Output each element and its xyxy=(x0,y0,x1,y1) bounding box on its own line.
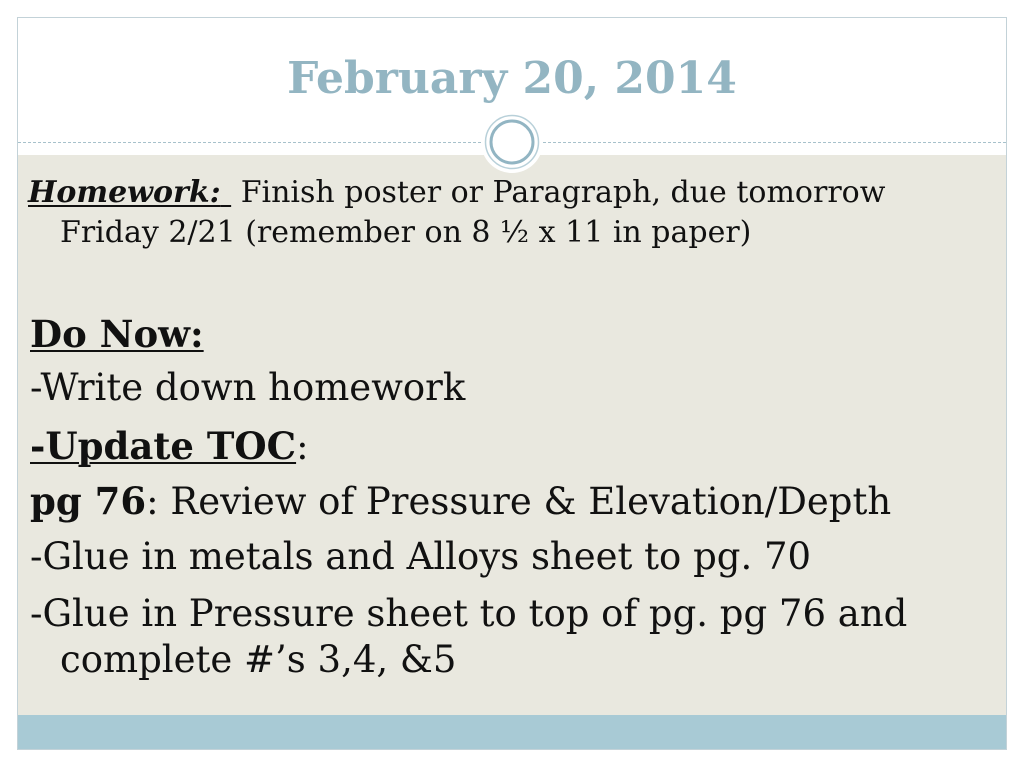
update-toc-colon: : xyxy=(296,425,309,468)
pg-76-label: pg 76 xyxy=(30,479,147,523)
homework-text-continued: Friday 2/21 (remember on 8 ½ x 11 in paper) xyxy=(60,215,752,250)
footer-band xyxy=(18,715,1006,749)
pg-76-text: : Review of Pressure & Elevation/Depth xyxy=(146,480,892,523)
homework-text: Finish poster or Paragraph, due tomorrow xyxy=(240,175,886,210)
homework-line xyxy=(28,175,885,211)
homework-label: Homework: xyxy=(28,175,221,210)
item-glue-metals: -Glue in metals and Alloys sheet to pg. 70 xyxy=(30,535,812,578)
item-glue-pressure: -Glue in Pressure sheet to top of pg. pg 76 and xyxy=(30,592,908,635)
do-now-heading: Do Now: xyxy=(30,312,204,356)
slide-title: February 20, 2014 xyxy=(287,53,737,104)
item-glue-pressure-continued: complete #’s 3,4, &5 xyxy=(60,638,457,681)
item-write-homework: -Write down homework xyxy=(30,366,466,409)
update-toc-label: -Update TOC xyxy=(30,424,297,468)
circle-ornament-icon xyxy=(479,109,545,175)
item-update-toc xyxy=(30,424,309,469)
item-pg-76 xyxy=(30,479,891,524)
